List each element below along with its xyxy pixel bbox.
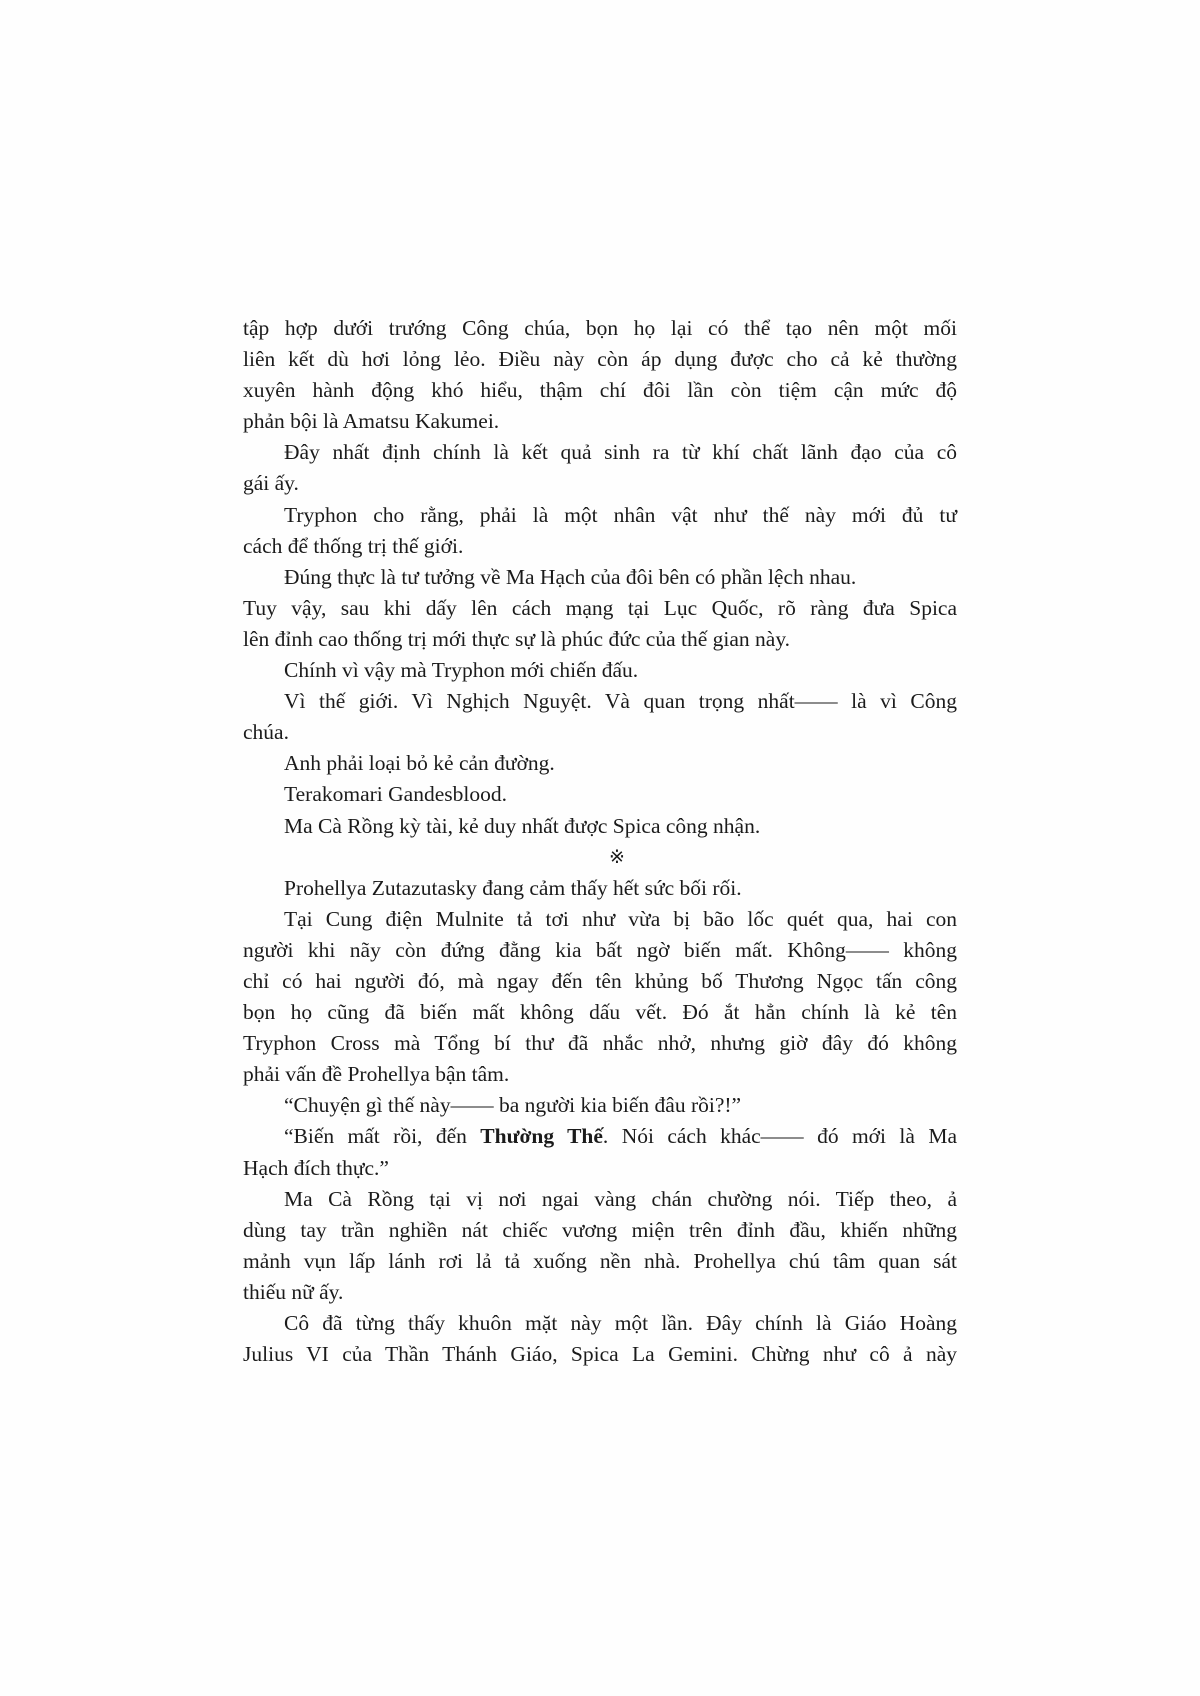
text-line: người khi nãy còn đứng đằng kia bất ngờ biến mất. Không—— không — [243, 937, 957, 962]
text-line: Tryphon Cross mà Tổng bí thư đã nhắc nhở, nhưng giờ đây đó không — [243, 1031, 957, 1056]
paragraph — [243, 437, 957, 499]
paragraph — [243, 748, 957, 779]
scene-break-mark: ※ — [609, 845, 625, 868]
paragraph — [243, 1308, 957, 1370]
paragraph — [243, 1121, 957, 1183]
text-line: Vì thế giới. Vì Nghịch Nguyệt. Và quan trọng nhất—— là vì Công — [284, 689, 957, 714]
paragraph — [243, 562, 957, 655]
text-line: phản bội là Amatsu Kakumei. — [243, 409, 500, 434]
text-line: Tại Cung điện Mulnite tả tơi như vừa bị bão lốc quét qua, hai con — [284, 906, 957, 931]
text-line: bọn họ cũng đã biến mất không dấu vết. Đó ắt hẳn chính là kẻ tên — [243, 1000, 957, 1025]
text-line: dùng tay trần nghiền nát chiếc vương miện trên đỉnh đầu, khiến những — [243, 1217, 957, 1242]
text-line: chỉ có hai người đó, mà ngay đến tên khủng bố Thương Ngọc tấn công — [243, 968, 957, 993]
text-line: Ma Cà Rồng tại vị nơi ngai vàng chán chường nói. Tiếp theo, ả — [284, 1186, 957, 1211]
text-line: Ma Cà Rồng kỳ tài, kẻ duy nhất được Spica công nhận. — [284, 813, 761, 838]
body-text — [243, 313, 957, 1370]
text-line: Terakomari Gandesblood. — [284, 782, 507, 807]
text-line: mảnh vụn lấp lánh rơi lả tả xuống nền nhà. Prohellya chú tâm quan sát — [243, 1248, 957, 1273]
text-line: Tryphon cho rằng, phải là một nhân vật như thế này mới đủ tư — [284, 502, 957, 527]
paragraph — [243, 904, 957, 1091]
text-line: “Chuyện gì thế này—— ba người kia biến đâu rồi?!” — [284, 1093, 742, 1118]
text-line: Prohellya Zutazutasky đang cảm thấy hết sức bối rối. — [284, 875, 742, 900]
text-line: Tuy vậy, sau khi dấy lên cách mạng tại Lục Quốc, rõ ràng đưa Spica — [243, 595, 957, 620]
text-line: Anh phải loại bỏ kẻ cản đường. — [284, 751, 555, 776]
text-line: thiếu nữ ấy. — [243, 1279, 344, 1304]
text-run: “Biến mất rồi, đến — [284, 1124, 481, 1149]
paragraph — [243, 686, 957, 748]
text-line: Cô đã từng thấy khuôn mặt này một lần. Đây chính là Giáo Hoàng — [284, 1311, 957, 1335]
bold-term: Thường Thế — [480, 1124, 603, 1149]
text-line: lên đỉnh cao thống trị mới thực sự là phúc đức của thế gian này. — [243, 626, 791, 651]
text-line: gái ấy. — [243, 471, 299, 496]
text-line: Đúng thực là tư tưởng về Ma Hạch của đôi bên có phần lệch nhau. — [284, 564, 857, 589]
text-line: phải vấn đề Prohellya bận tâm. — [243, 1062, 510, 1087]
paragraph — [243, 1090, 957, 1121]
paragraph — [243, 500, 957, 562]
paragraph — [243, 313, 957, 437]
text-run: . Nói cách khác—— đó mới là Ma — [602, 1124, 957, 1149]
text-line: Julius VI của Thần Thánh Giáo, Spica La Gemini. Chừng như cô ả này — [243, 1342, 957, 1367]
paragraph — [243, 873, 957, 904]
paragraph — [243, 1184, 957, 1308]
paragraph — [243, 811, 957, 842]
text-line — [243, 1121, 957, 1152]
text-line: cách để thống trị thế giới. — [243, 533, 464, 558]
paragraph — [243, 779, 957, 810]
text-line: tập hợp dưới trướng Công chúa, bọn họ lại có thể tạo nên một mối — [243, 316, 957, 340]
text-line: Chính vì vậy mà Tryphon mới chiến đấu. — [284, 658, 639, 683]
text-line: xuyên hành động khó hiểu, thậm chí đôi lần còn tiệm cận mức độ — [243, 378, 957, 403]
text-line: liên kết dù hơi lỏng lẻo. Điều này còn áp dụng được cho cả kẻ thường — [243, 347, 957, 372]
text-line: Đây nhất định chính là kết quả sinh ra từ khí chất lãnh đạo của cô — [284, 440, 957, 465]
text-line: chúa. — [243, 720, 289, 745]
paragraph — [243, 655, 957, 686]
text-line: Hạch đích thực.” — [243, 1155, 389, 1180]
